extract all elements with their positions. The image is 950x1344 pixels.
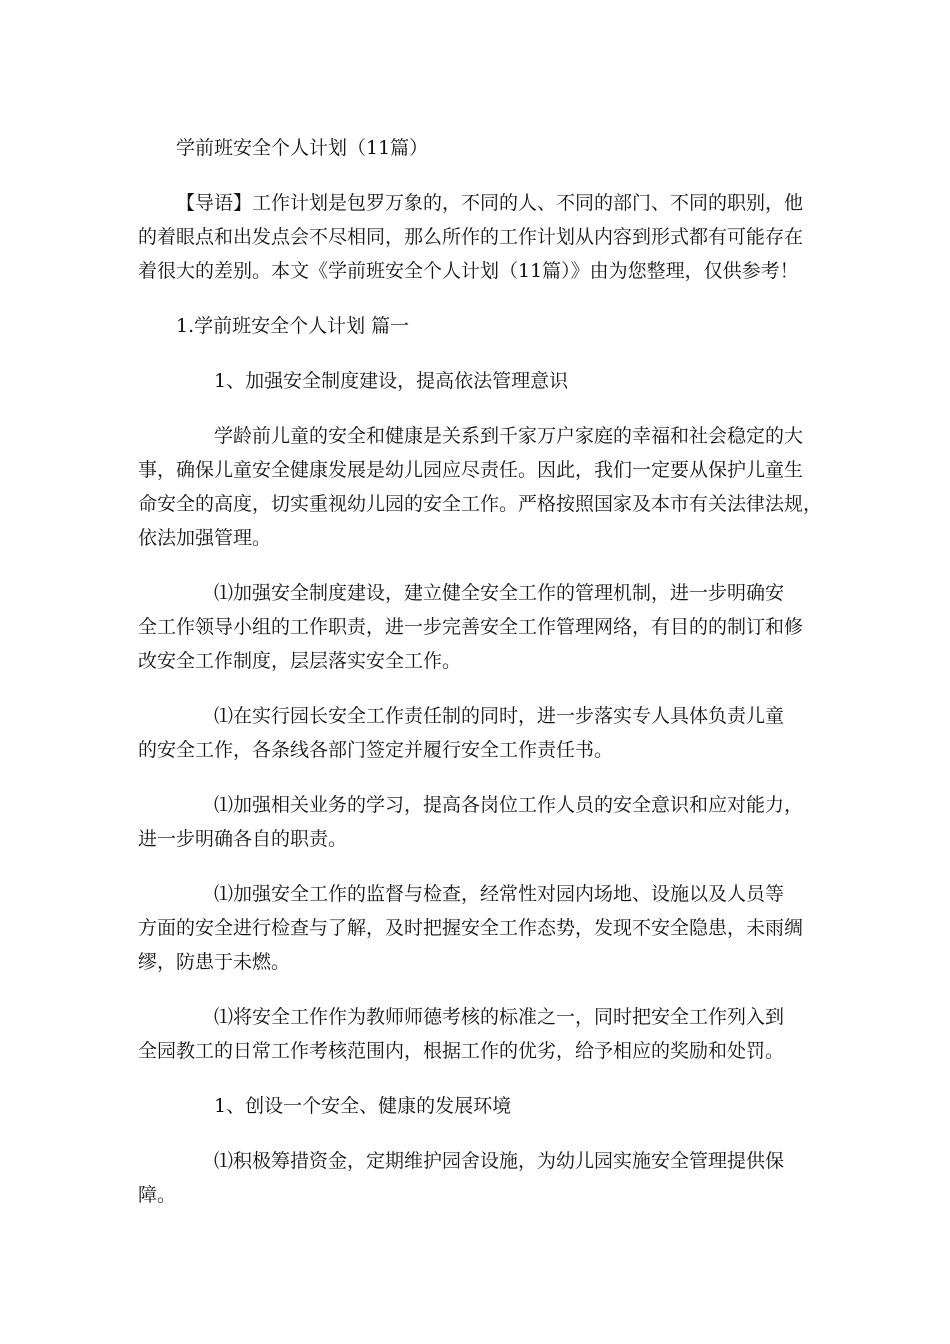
list-item-line: 全园教工的日常工作考核范围内，根据工作的优劣，给予相应的奖励和处罚。 [138,1040,785,1062]
list-item-line: 进一步明确各自的职责。 [138,828,348,850]
list-item-line: 缪，防患于未燃。 [138,951,291,973]
intro-line: 【导语】工作计划是包罗万象的，不同的人、不同的部门、不同的职别，他 [176,192,804,214]
section-heading: 1.学前班安全个人计划 篇一 [176,315,410,337]
list-item-line: ⑴在实行园长安全工作责任制的同时，进一步落实专人具体负责儿童 [214,705,785,727]
list-item-line: 改安全工作制度，层层落实安全工作。 [138,650,462,672]
list-item-line: 方面的安全进行检查与了解，及时把握安全工作态势，发现不安全隐患，未雨绸 [138,917,804,939]
intro-line: 的着眼点和出发点会不尽相同，那么所作的工作计划从内容到形式都有可能存在 [138,226,804,248]
paragraph-line: 依法加强管理。 [138,527,272,549]
intro-line: 着很大的差别。本文《学前班安全个人计划（11篇）》由为您整理，仅供参考！ [138,260,799,282]
list-item-line: 全工作领导小组的工作职责，进一步完善安全工作管理网络，有目的的制订和修 [138,616,804,638]
paragraph-line: 学龄前儿童的安全和健康是关系到千家万户家庭的幸福和社会稳定的大 [214,425,804,447]
list-item-line: 的安全工作，各条线各部门签定并履行安全工作责任书。 [138,739,614,761]
list-item-line: ⑴将安全工作作为教师师德考核的标准之一，同时把安全工作列入到 [214,1006,785,1028]
list-item-line: 障。 [138,1184,177,1206]
list-item-line: ⑴积极筹措资金，定期维护园舍设施，为幼儿园实施安全管理提供保 [214,1150,785,1172]
paragraph-line: 事，确保儿童安全健康发展是幼儿园应尽责任。因此，我们一定要从保护儿童生 [138,459,804,481]
list-item-line: ⑴加强安全制度建设，建立健全安全工作的管理机制，进一步明确安 [214,582,785,604]
sub-heading: 1、创设一个安全、健康的发展环境 [214,1095,512,1117]
sub-heading: 1、加强安全制度建设，提高依法管理意识 [214,370,569,392]
paragraph-line: 命安全的高度，切实重视幼儿园的安全工作。严格按照国家及本市有关法律法规， [138,493,823,515]
list-item-line: ⑴加强安全工作的监督与检查，经常性对园内场地、设施以及人员等 [214,883,785,905]
document-title: 学前班安全个人计划（11篇） [176,137,429,159]
list-item-line: ⑴加强相关业务的学习，提高各岗位工作人员的安全意识和应对能力， [214,794,804,816]
